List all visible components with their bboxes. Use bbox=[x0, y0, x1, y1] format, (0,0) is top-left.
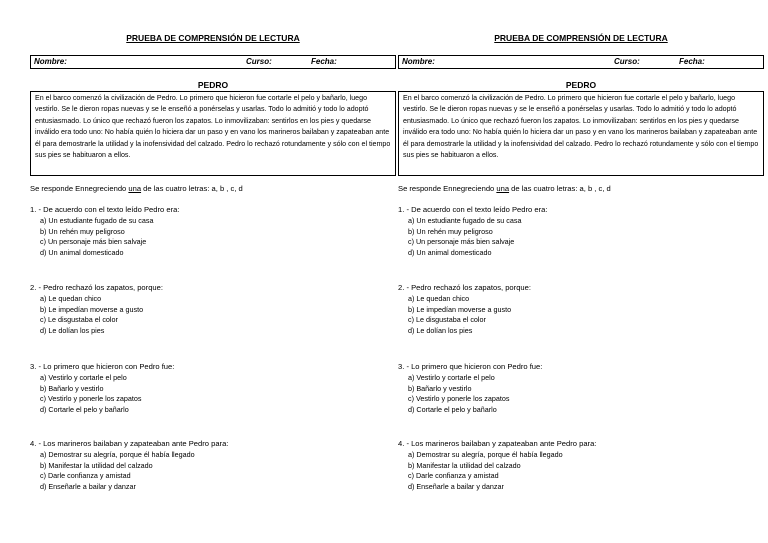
worksheet-left bbox=[30, 0, 396, 543]
instruction-text-end: de las cuatro letras: a, b , c, d bbox=[141, 184, 243, 193]
option-c: c) Le disgustaba el color bbox=[408, 315, 486, 325]
question-2 bbox=[30, 283, 163, 337]
option-b: b) Manifestar la utilidad del calzado bbox=[408, 460, 521, 470]
instruction-text: Se responde Ennegreciendo bbox=[398, 184, 497, 193]
option-d: d) Un animal domesticado bbox=[408, 248, 492, 258]
option-a: a) Demostrar su alegría, porque él había llegado bbox=[40, 449, 195, 459]
student-info-box bbox=[30, 55, 396, 69]
story-title: PEDRO bbox=[197, 80, 229, 90]
question-2 bbox=[398, 283, 531, 337]
student-info-box bbox=[398, 55, 764, 69]
option-b: b) Manifestar la utilidad del calzado bbox=[40, 460, 153, 470]
option-d: d) Enseñarle a bailar y danzar bbox=[408, 482, 504, 492]
option-b: b) Bañarlo y vestirlo bbox=[408, 383, 472, 393]
instruction-underlined: una bbox=[128, 184, 142, 193]
worksheet-title: PRUEBA DE COMPRENSIÓN DE LECTURA bbox=[126, 33, 300, 43]
option-a: a) Un estudiante fugado de su casa bbox=[408, 215, 522, 225]
option-a: a) Le quedan chico bbox=[408, 293, 470, 303]
story-text-box: En el barco comenzó la civilización de Pedro. Lo primero que hicieron fue cortarle el pelo y bañarlo, luego vestirlo. Se le dieron ropas nuevas y se le enseñó a ponérselas y usarlas. Todo lo admitió y todo lo adoptó entusiasmado. Lo único que rechazó fueron los zapatos. Lo inmovilizaban: sentirlos en los pies y quedarse inválido era todo uno: No había quién lo hiciera dar un paso y en vano los marineros bailaban y zapateaban ante él para demostrarle la utilidad y la inofensividad del calzado. Pedro lo rechazó rotundamente y sólo con el tiempo sus pies se habituaron a ellos. bbox=[30, 91, 396, 176]
option-b: b) Bañarlo y vestirlo bbox=[40, 383, 104, 393]
question-text: 4. - Los marineros bailaban y zapateaban ante Pedro para: bbox=[398, 439, 597, 448]
option-c: c) Darle confianza y amistad bbox=[40, 471, 131, 481]
question-4 bbox=[30, 439, 228, 493]
option-b: b) Le impedían moverse a gusto bbox=[40, 304, 144, 314]
date-label: Fecha: bbox=[311, 57, 337, 66]
question-text: 1. - De acuerdo con el texto leído Pedro era: bbox=[398, 205, 548, 214]
question-1 bbox=[30, 205, 179, 259]
option-d: d) Cortarle el pelo y bañarlo bbox=[40, 405, 129, 415]
option-d: d) Un animal domesticado bbox=[40, 248, 124, 258]
name-label: Nombre: bbox=[402, 57, 435, 66]
instruction-text: Se responde Ennegreciendo bbox=[30, 184, 129, 193]
story-text-box: En el barco comenzó la civilización de Pedro. Lo primero que hicieron fue cortarle el pelo y bañarlo, luego vestirlo. Se le dieron ropas nuevas y se le enseñó a ponérselas y usarlas. Todo lo admitió y todo lo adoptó entusiasmado. Lo único que rechazó fueron los zapatos. Lo inmovilizaban: sentirlos en los pies y quedarse inválido era todo uno: No había quién lo hiciera dar un paso y en vano los marineros bailaban y zapateaban ante él para demostrarle la utilidad y la inofensividad del calzado. Pedro lo rechazó rotundamente y sólo con el tiempo sus pies se habituaron a ellos. bbox=[398, 91, 764, 176]
option-c: c) Darle confianza y amistad bbox=[408, 471, 499, 481]
question-text: 3. - Lo primero que hicieron con Pedro fue: bbox=[30, 362, 175, 371]
option-d: d) Le dolían los pies bbox=[40, 326, 105, 336]
question-3 bbox=[30, 362, 174, 416]
option-d: d) Enseñarle a bailar y danzar bbox=[40, 482, 136, 492]
option-d: d) Le dolían los pies bbox=[408, 326, 473, 336]
option-d: d) Cortarle el pelo y bañarlo bbox=[408, 405, 497, 415]
question-text: 4. - Los marineros bailaban y zapateaban ante Pedro para: bbox=[30, 439, 229, 448]
option-a: a) Le quedan chico bbox=[40, 293, 102, 303]
option-c: c) Vestirlo y ponerle los zapatos bbox=[408, 394, 510, 404]
question-4 bbox=[398, 439, 596, 493]
option-c: c) Le disgustaba el color bbox=[40, 315, 118, 325]
option-a: a) Un estudiante fugado de su casa bbox=[40, 215, 154, 225]
option-c: c) Un personaje más bien salvaje bbox=[40, 237, 147, 247]
date-label: Fecha: bbox=[679, 57, 705, 66]
option-a: a) Vestirlo y cortarle el pelo bbox=[40, 372, 127, 382]
question-text: 1. - De acuerdo con el texto leído Pedro era: bbox=[30, 205, 180, 214]
option-a: a) Demostrar su alegría, porque él había llegado bbox=[408, 449, 563, 459]
option-a: a) Vestirlo y cortarle el pelo bbox=[408, 372, 495, 382]
instructions bbox=[30, 184, 243, 193]
option-c: c) Un personaje más bien salvaje bbox=[408, 237, 515, 247]
option-c: c) Vestirlo y ponerle los zapatos bbox=[40, 394, 142, 404]
instructions bbox=[398, 184, 611, 193]
question-text: 2. - Pedro rechazó los zapatos, porque: bbox=[30, 283, 163, 292]
course-label: Curso: bbox=[246, 57, 272, 66]
question-1 bbox=[398, 205, 547, 259]
question-3 bbox=[398, 362, 542, 416]
option-b: b) Un rehén muy peligroso bbox=[40, 226, 125, 236]
worksheet-title: PRUEBA DE COMPRENSIÓN DE LECTURA bbox=[494, 33, 668, 43]
name-label: Nombre: bbox=[34, 57, 67, 66]
instruction-underlined: una bbox=[496, 184, 510, 193]
question-text: 3. - Lo primero que hicieron con Pedro fue: bbox=[398, 362, 543, 371]
option-b: b) Le impedían moverse a gusto bbox=[408, 304, 512, 314]
option-b: b) Un rehén muy peligroso bbox=[408, 226, 493, 236]
course-label: Curso: bbox=[614, 57, 640, 66]
instruction-text-end: de las cuatro letras: a, b , c, d bbox=[509, 184, 611, 193]
worksheet-right bbox=[398, 0, 764, 543]
question-text: 2. - Pedro rechazó los zapatos, porque: bbox=[398, 283, 531, 292]
story-title: PEDRO bbox=[565, 80, 597, 90]
